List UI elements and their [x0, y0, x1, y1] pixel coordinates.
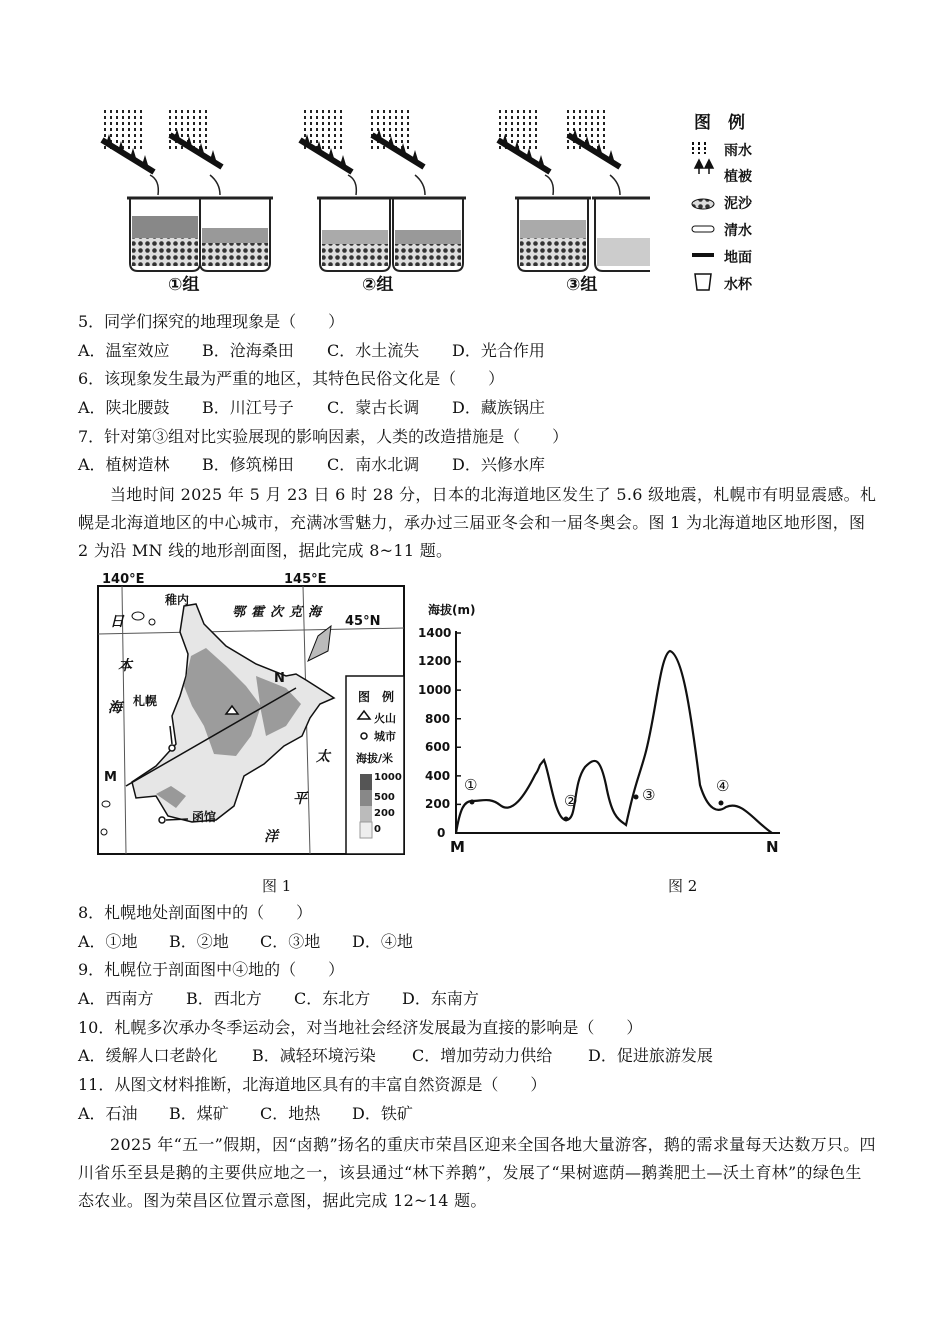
map-hakodate: 函馆 [192, 810, 217, 824]
q11-option-a: A．石油 [78, 1104, 138, 1123]
map-lon-right: 145°E [284, 572, 327, 587]
cup-symbol [695, 274, 711, 290]
q9-option-c: C．东北方 [294, 989, 371, 1008]
map-sapporo: 札幌 [133, 694, 158, 708]
q6-option-b: B．川江号子 [202, 398, 294, 417]
q6-option-a: A．陕北腰鼓 [78, 398, 170, 417]
point-4-dot [719, 801, 724, 806]
map-lon-left: 140°E [102, 572, 145, 587]
map-pacific-1: 太 [316, 749, 330, 765]
passage-rongchang: 2025 年“五一”假期，因“卤鹅”扬名的重庆市荣昌区迎来全国各地大量游客，鹅的需求量每天达数万只。四川省乐至县是鹅的主要供应地之一，该县通过“林下养鹅”，发展了“果树遮荫—鹅粪肥土—沃土育林”的绿色生态农业。图为荣昌区位置示意图，据此完成 12~14 题。 [78, 1135, 876, 1210]
ytick-400: 400 [425, 769, 451, 783]
profile-ylabel: 海拔(m) [428, 603, 476, 617]
point-4-label: ④ [716, 777, 730, 795]
figure-2-caption: 图 2 [668, 877, 698, 895]
q10-option-a: A．缓解人口老龄化 [78, 1046, 218, 1065]
q9-stem: 9．札幌位于剖面图中④地的（ ） [78, 960, 345, 979]
elev-bar-500 [360, 790, 372, 806]
q11-option-d: D．铁矿 [352, 1104, 413, 1123]
ground-symbol [692, 253, 714, 257]
ytick-600: 600 [425, 740, 451, 754]
point-2-label: ② [564, 792, 578, 810]
elev-bar-0 [360, 822, 372, 838]
q5-option-a: A．温室效应 [78, 341, 170, 360]
y-axis [456, 631, 780, 833]
map-wakkanai: 稚内 [165, 593, 190, 607]
group-1-label: ①组 [168, 275, 200, 295]
map-legend-elev: 海拔/米 [356, 752, 394, 765]
q11-stem: 11．从图文材料推断，北海道地区具有的丰富自然资源是（ ） [78, 1075, 547, 1094]
q6-option-d: D．藏族锅庄 [452, 398, 545, 417]
ytick-1400: 1400 [418, 626, 452, 640]
q7-option-b: B．修筑梯田 [202, 455, 294, 474]
legend-cup: 水杯 [724, 277, 752, 293]
q7-option-c: C．南水北调 [327, 455, 420, 474]
q10-option-b: B．减轻环境污染 [252, 1046, 376, 1065]
map-legend-title: 图 例 [358, 690, 395, 704]
profile-end-n: N [766, 838, 779, 856]
ytick-200: 200 [425, 797, 451, 811]
legend-ground: 地面 [724, 250, 752, 266]
q5-option-d: D．光合作用 [452, 341, 545, 360]
q5-option-c: C．水土流失 [327, 341, 420, 360]
legend-rain: 雨水 [724, 143, 752, 159]
q9-option-d: D．东南方 [402, 989, 479, 1008]
ytick-800: 800 [425, 712, 451, 726]
group-2-setup [300, 110, 466, 271]
hakodate-marker [159, 817, 165, 823]
figure-1-caption: 图 1 [262, 877, 292, 895]
q8-option-d: D．④地 [352, 932, 413, 951]
sand-symbol [692, 199, 714, 209]
q5-option-b: B．沧海桑田 [202, 341, 294, 360]
map-legend-level-500: 500 [374, 792, 395, 803]
map-pacific-3: 洋 [264, 829, 278, 845]
map-pacific-2: 平 [293, 791, 307, 807]
point-1-dot [470, 800, 475, 805]
q6-stem: 6．该现象发生最为严重的地区，其特色民俗文化是（ ） [78, 369, 505, 388]
q8-option-c: C．③地 [260, 932, 321, 951]
q11-option-b: B．煤矿 [169, 1104, 229, 1123]
elev-bar-200 [360, 806, 372, 822]
q9-option-b: B．西北方 [186, 989, 262, 1008]
experiment-legend-title: 图 例 [694, 113, 745, 133]
sapporo-marker [169, 745, 175, 751]
map-m-label: M [104, 770, 117, 785]
profile-curve [456, 651, 772, 833]
group-3-setup [498, 110, 650, 271]
q7-option-d: D．兴修水库 [452, 455, 545, 474]
legend-vegetation: 植被 [724, 169, 752, 185]
q7-stem: 7．针对第③组对比实验展现的影响因素，人类的改造措施是（ ） [78, 427, 569, 446]
ytick-1000: 1000 [418, 683, 452, 697]
map-legend-level-0: 0 [374, 824, 381, 835]
q8-option-b: B．②地 [169, 932, 229, 951]
map-okhotsk: 鄂霍次克海 [232, 605, 328, 620]
passage-hokkaido: 当地时间 2025 年 5 月 23 日 6 时 28 分，日本的北海道地区发生了 5.6 级地震，札幌市有明显震感。札幌是北海道地区的中心城市，充满冰雪魅力，承办过三届亚冬会和一届冬奥会。图 1 为北海道地区地形图，图 2 为沿 MN 线的地形剖面图，据此完成 8~11 题。 [78, 485, 877, 560]
map-legend-level-1000: 1000 [374, 772, 402, 783]
q10-stem: 10．札幌多次承办冬季运动会，对当地社会经济发展最为直接的影响是（ ） [78, 1018, 643, 1037]
point-3-dot [634, 795, 639, 800]
q10-option-d: D．促进旅游发展 [588, 1046, 713, 1065]
map-legend-city: 城市 [374, 730, 396, 743]
group-3-label: ③组 [566, 275, 598, 295]
profile-start-m: M [450, 838, 465, 856]
legend-clear-water: 清水 [724, 223, 752, 239]
map-japan-sea-2: 本 [118, 658, 132, 674]
ytick-1200: 1200 [418, 654, 452, 668]
q8-option-a: A．①地 [78, 932, 138, 951]
q9-option-a: A．西南方 [78, 989, 154, 1008]
map-legend-level-200: 200 [374, 808, 395, 819]
q7-option-a: A．植树造林 [78, 455, 170, 474]
elev-bar-1000 [360, 774, 372, 790]
vegetation-symbol [695, 160, 713, 174]
terrain-profile [420, 595, 800, 860]
q8-stem: 8．札幌地处剖面图中的（ ） [78, 903, 313, 922]
map-legend-volcano: 火山 [374, 712, 396, 725]
map-japan-sea-3: 海 [108, 700, 122, 716]
group-1-setup [102, 110, 273, 271]
ytick-0: 0 [437, 826, 446, 840]
group-2-label: ②组 [362, 275, 394, 295]
map-lat: 45°N [345, 614, 381, 629]
legend-sand: 泥沙 [724, 196, 752, 212]
q5-stem: 5．同学们探究的地理现象是（ ） [78, 312, 345, 331]
map-n-label: N [274, 671, 285, 686]
point-3-label: ③ [642, 786, 656, 804]
q6-option-c: C．蒙古长调 [327, 398, 420, 417]
q10-option-c: C．增加劳动力供给 [412, 1046, 553, 1065]
point-2-dot [564, 817, 569, 822]
clear-water-symbol [692, 226, 714, 232]
experiment-legend-symbols [690, 140, 720, 300]
map-japan-sea-1: 日 [110, 614, 124, 630]
q11-option-c: C．地热 [260, 1104, 321, 1123]
point-1-label: ① [464, 776, 478, 794]
rain-symbol [693, 142, 705, 154]
